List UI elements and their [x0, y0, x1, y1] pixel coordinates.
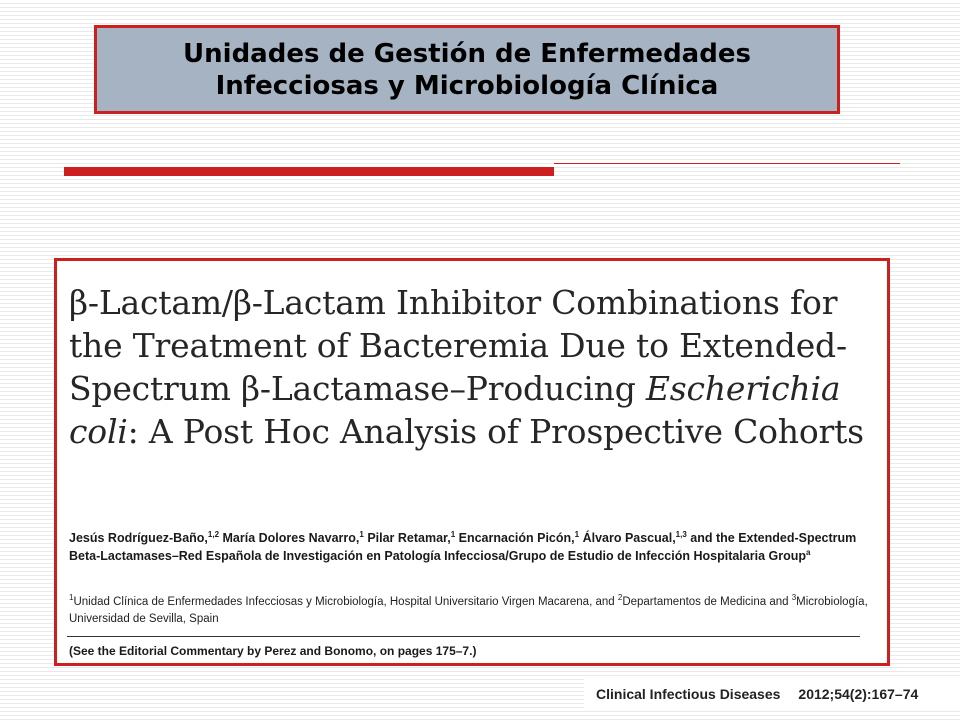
author-name: Jesús Rodríguez-Baño, — [69, 531, 208, 545]
header-title-line-1: Unidades de Gestión de Enfermedades — [183, 38, 751, 69]
citation-journal: Clinical Infectious Diseases — [596, 685, 781, 702]
editorial-commentary-note: (See the Editorial Commentary by Perez and Bonomo, on pages 175–7.) — [69, 644, 477, 658]
article-title-part-1: β-Lactam/β-Lactam Inhibitor Combinations for the Treatment of Bacteremia Due to Extended-Spectrum β-Lactamase–Producing — [69, 283, 847, 408]
affiliation-text: Unidad Clínica de Enfermedades Infecciosas y Microbiología, Hospital Universitario Virgen Macarena, and — [73, 596, 618, 608]
author-affiliation-marker: 1,2 — [207, 529, 220, 539]
author-name: María Dolores Navarro, — [219, 531, 360, 545]
citation-reference: 2012;54(2):167–74 — [798, 685, 919, 702]
article-frame — [54, 258, 890, 666]
author-name: Pilar Retamar, — [363, 531, 451, 545]
accent-rule-thin — [554, 163, 900, 164]
header-title-line-2: Infecciosas y Microbiología Clínica — [215, 70, 719, 101]
author-affiliation-marker: 1,3 — [675, 529, 687, 539]
author-name: Encarnación Picón, — [455, 531, 575, 545]
citation-strip — [584, 677, 960, 710]
header-title-box — [94, 25, 840, 114]
author-name: Álvaro Pascual, — [579, 531, 676, 545]
author-affiliation-marker: 1 — [574, 529, 580, 539]
author-list — [69, 529, 874, 565]
article-title-italic: Escherichia coli — [69, 369, 841, 451]
affiliation-text: Departamentos de Medicina and — [622, 596, 792, 608]
affiliation-marker: 2 — [617, 593, 623, 603]
article-title-part-2: : A Post Hoc Analysis of Prospective Cohorts — [127, 412, 864, 451]
accent-rule-thick — [64, 167, 554, 176]
author-group-name: and the Extended-Spectrum Beta-Lactamases–Red Española de Investigación en Patología Infecciosa/Grupo de Estudio de Infección Hospitalaria Group — [69, 531, 857, 563]
article-divider — [67, 636, 860, 637]
author-affiliation-marker: 1 — [359, 529, 364, 539]
author-affiliation-marker: 1 — [450, 529, 456, 539]
affiliation-list — [69, 594, 874, 628]
affiliation-marker: 3 — [791, 593, 797, 603]
affiliation-text: Microbiología, Universidad de Sevilla, Spain — [69, 596, 868, 625]
affiliation-marker: 1 — [69, 593, 74, 603]
author-affiliation-marker: a — [806, 547, 811, 557]
article-title — [69, 281, 869, 453]
